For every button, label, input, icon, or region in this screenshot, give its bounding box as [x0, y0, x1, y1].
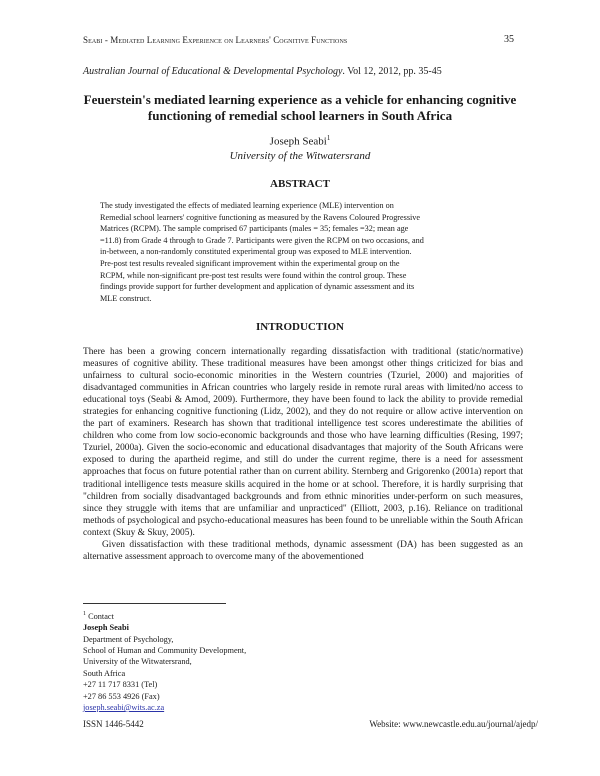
- abstract-line: findings provide support for further development and application of dynamic assessment and its: [100, 282, 415, 292]
- issn: ISSN 1446-5442: [83, 719, 144, 729]
- author-name: Joseph Seabi: [269, 135, 327, 148]
- contact-line: School of Human and Community Development,: [83, 645, 247, 655]
- abstract-heading: ABSTRACT: [270, 178, 330, 190]
- abstract-line: RCPM, while non-significant pre-post test results were found within the control group. These: [100, 270, 407, 280]
- abstract-line: Remedial school learners' cognitive functioning as measured by the Ravens Coloured Progressive: [100, 212, 421, 222]
- abstract-line: in-between, a non-randomly constituted experimental group was exposed to MLE intervention.: [100, 247, 412, 257]
- journal-citation: [83, 66, 442, 77]
- journal-name: Australian Journal of Educational & Developmental Psychology: [83, 66, 343, 77]
- running-head: Seabi - Mediated Learning Experience on Learners' Cognitive Functions: [83, 35, 348, 45]
- contact-email-link[interactable]: joseph.seabi@wits.ac.za: [83, 703, 165, 713]
- contact-line: University of the Witwatersrand,: [83, 657, 192, 667]
- journal-volume: . Vol 12, 2012, pp. 35-45: [342, 66, 442, 77]
- contact-fax: +27 86 553 4926 (Fax): [83, 691, 160, 701]
- footnote-divider: [83, 603, 226, 604]
- abstract-line: Pre-post test results revealed significant improvement within the experimental group on the: [100, 258, 400, 268]
- introduction-body: [83, 346, 523, 563]
- abstract-line: Matrices (RCPM). The sample comprised 67 participants (males = 35; females =32; mean age: [100, 224, 409, 234]
- contact-name: Joseph Seabi: [83, 623, 129, 633]
- journal-website: Website: www.newcastle.edu.au/journal/ajedp/: [369, 719, 538, 729]
- intro-paragraph-2: Given dissatisfaction with these traditional methods, dynamic assessment (DA) has been suggested as an alternative assessment approach to overcome many of the abovementioned: [83, 539, 523, 562]
- intro-paragraph-1: There has been a growing concern internationally regarding dissatisfaction with traditional (static/normative) measures of cognitive ability. These traditional measures have been amongst other things criticized for bias and unfairness to cultural socio-economic minorities in the Western countries (Tzuriel, 2000) and majorities of disadvantaged communities in African countries who largely reside in remote rural areas with limited/no access to educational toys (Seabi & Amod, 2009). Furthermore, they have been found to lack the ability to provide remedial strategies for enhancing cognitive functioning (Lidz, 2002), and they do not require or allow active intervention on the part of examiners. Research has shown that traditional intelligence test scores underestimate the abilities of children who come from low socio-economic backgrounds and those who have learning difficulties (Resing, 1997; Tzuriel, 2000a). Given the socio-economic and educational disadvantages that majority of the South Africans were exposed to during the apartheid regime, and still do under the current regime, there is a need for assessment approaches that focus on future potential rather than on current ability. Sternberg and Grigorenko (2001a) report that traditional intelligence tests measure skills acquired in the home or at school. Therefore, it is hardly surprising that "children from socially disadvantaged backgrounds and from ethnic minorities under-perform on such measures, since they struggle with items that are unfamiliar and unpracticed" (Elliott, 2003, p.16). Reliance on traditional methods of psychological and psycho-educational measures has been found to be unreliable within the South African context (Skuy & Skuy, 2005).: [83, 347, 523, 538]
- contact-line: South Africa: [83, 668, 126, 678]
- author-affiliation: University of the Witwatersrand: [229, 150, 371, 162]
- author-line: [0, 134, 600, 148]
- contact-phone: +27 11 717 8331 (Tel): [83, 680, 158, 690]
- author-footnote-mark: 1: [326, 134, 331, 142]
- footnote: [83, 609, 246, 713]
- abstract-body: [100, 200, 510, 304]
- footnote-label: Contact: [88, 611, 114, 621]
- footnote-mark: 1: [83, 611, 86, 617]
- introduction-heading: INTRODUCTION: [255, 321, 344, 333]
- contact-line: Department of Psychology,: [83, 634, 174, 644]
- abstract-line: The study investigated the effects of mediated learning experience (MLE) intervention on: [100, 201, 394, 210]
- abstract-line: MLE construct.: [100, 293, 152, 303]
- page-number: 35: [504, 34, 514, 45]
- footnote-label-line: [83, 609, 246, 622]
- article-title: Feuerstein's mediated learning experience as a vehicle for enhancing cognitive functioning of remedial school learners in South Africa: [83, 92, 517, 123]
- abstract-line: =11.8) from Grade 4 through to Grade 7. Participants were given the RCPM on two occasions, and: [100, 235, 424, 245]
